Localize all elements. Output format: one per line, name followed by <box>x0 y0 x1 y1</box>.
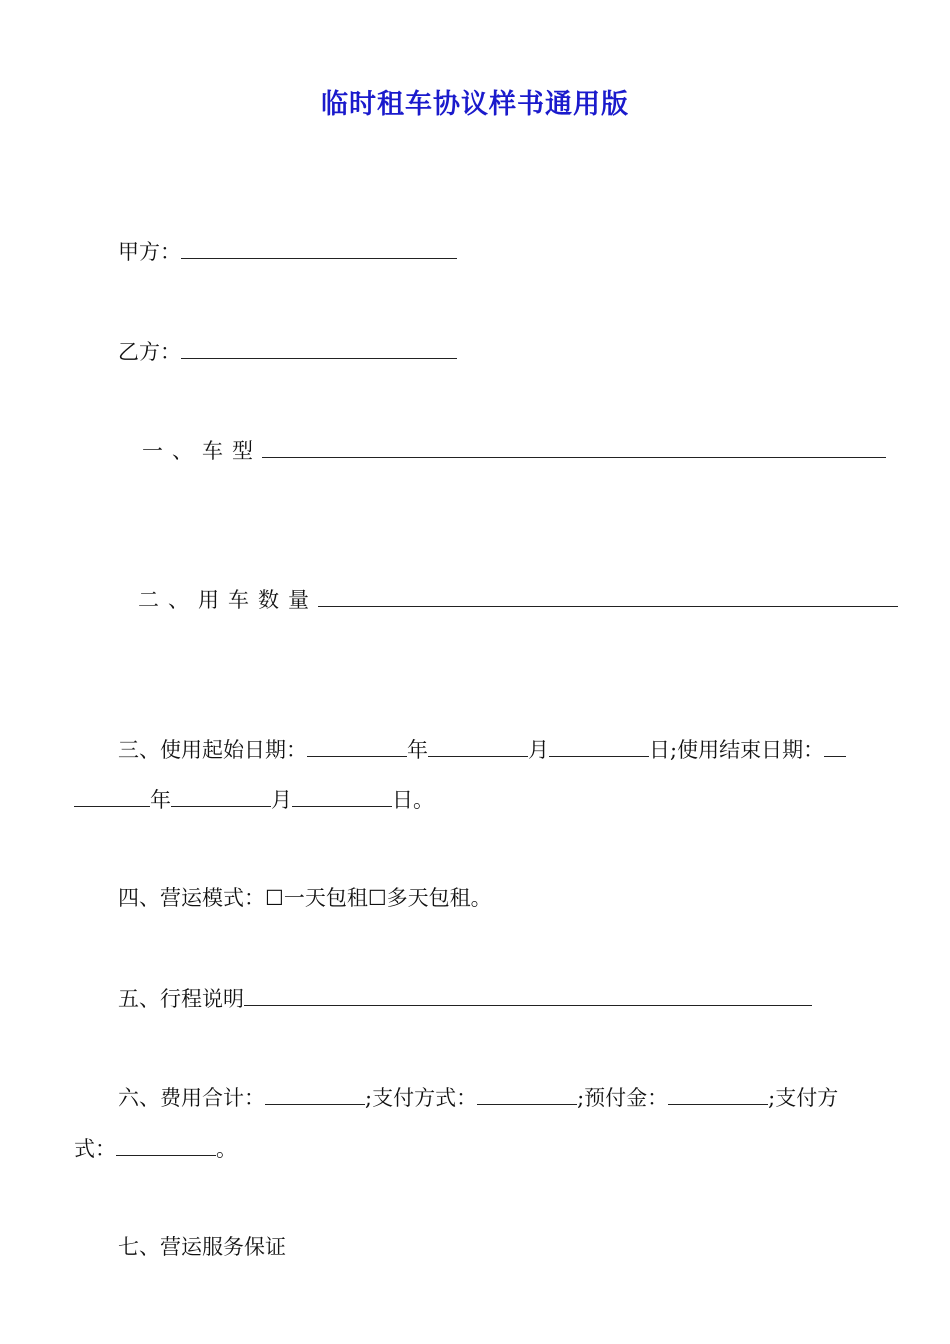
end-day-label: 日。 <box>392 788 434 812</box>
end-year-blank[interactable] <box>74 784 150 807</box>
fee-line-1 <box>118 1082 838 1113</box>
vehicle-type-blank[interactable] <box>262 435 886 458</box>
end-month-blank[interactable] <box>171 784 271 807</box>
start-month-blank[interactable] <box>428 734 528 757</box>
prepay-blank[interactable] <box>668 1082 768 1105</box>
service-guarantee-line <box>118 1232 286 1262</box>
vehicle-count-line <box>138 584 898 615</box>
fee-total-label: 六、费用合计： <box>118 1086 265 1110</box>
pay-method-blank[interactable] <box>477 1082 577 1105</box>
end-year-label: 年 <box>150 788 171 812</box>
date-line-1 <box>118 734 846 765</box>
start-day-blank[interactable] <box>549 734 649 757</box>
date-line-2 <box>74 784 434 815</box>
party-a-line <box>118 236 457 267</box>
start-year-blank[interactable] <box>307 734 407 757</box>
party-b-blank[interactable] <box>181 336 457 359</box>
end-month-label: 月 <box>271 788 292 812</box>
end-year-blank-start[interactable] <box>824 734 846 757</box>
party-b-line <box>118 336 457 367</box>
prepay-label: ;预付金： <box>577 1086 669 1110</box>
service-guarantee-heading: 七、营运服务保证 <box>118 1235 286 1259</box>
party-b-label: 乙方： <box>118 340 181 364</box>
fee-end: 。 <box>216 1137 237 1161</box>
vehicle-type-line <box>142 435 886 466</box>
pay-method2-label-b: 式： <box>74 1137 116 1161</box>
itinerary-label: 五、行程说明 <box>118 987 244 1011</box>
operation-mode-text: 四、营运模式：☐一天包租☐多天包租。 <box>118 886 492 910</box>
pay-method-label: ;支付方式： <box>365 1086 478 1110</box>
vehicle-type-label: 一、车型 <box>142 439 262 463</box>
itinerary-blank[interactable] <box>244 983 812 1006</box>
itinerary-line <box>118 983 812 1014</box>
end-day-blank[interactable] <box>292 784 392 807</box>
pay-method2-label-a: ;支付方 <box>768 1086 839 1110</box>
vehicle-count-label: 二、用车数量 <box>138 588 318 612</box>
fee-line-2 <box>74 1133 237 1164</box>
party-a-blank[interactable] <box>181 236 457 259</box>
party-a-label: 甲方： <box>118 240 181 264</box>
start-month-label: 月 <box>528 738 549 762</box>
start-date-label: 三、使用起始日期： <box>118 738 307 762</box>
start-year-label: 年 <box>407 738 428 762</box>
vehicle-count-blank[interactable] <box>318 584 898 607</box>
fee-total-blank[interactable] <box>265 1082 365 1105</box>
document-title: 临时租车协议样书通用版 <box>321 89 629 120</box>
pay-method2-blank[interactable] <box>116 1133 216 1156</box>
end-date-label: 日;使用结束日期： <box>649 738 825 762</box>
operation-mode-line <box>118 883 492 913</box>
